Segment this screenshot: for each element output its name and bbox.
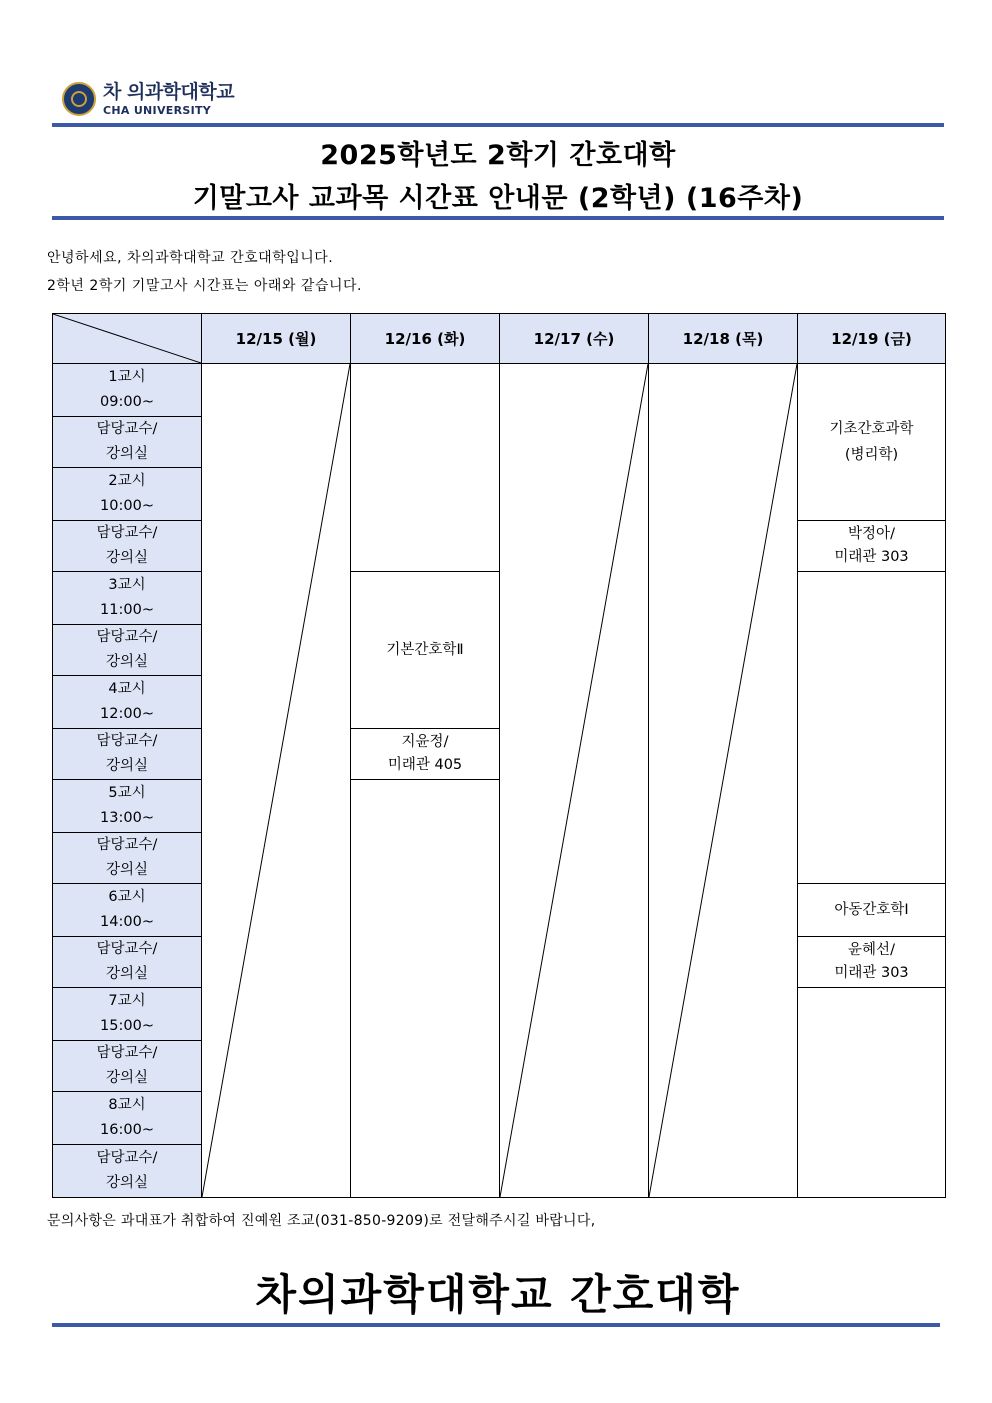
- exam-professor-room: 지윤정/ 미래관 405: [351, 729, 500, 780]
- period-label: 8교시 16:00~: [53, 1092, 202, 1145]
- prof-room-label: 담당교수/ 강의실: [53, 521, 202, 572]
- university-logo: [62, 82, 234, 116]
- empty-cell-tue: [351, 780, 500, 1198]
- logo-korean: 차 의과학대학교: [103, 80, 235, 103]
- empty-cell-tue: [351, 364, 500, 572]
- empty-cell-fri: [798, 988, 946, 1198]
- day-header: 12/15 (월): [202, 314, 351, 364]
- title-line1: 2025학년도 2학기 간호대학: [320, 140, 676, 171]
- intro-line2: 2학년 2학기 기말고사 시간표는 아래와 같습니다.: [47, 278, 362, 294]
- no-exam-mon: [202, 364, 351, 1198]
- bottom-rule: [52, 1323, 940, 1327]
- top-rule: [52, 123, 944, 127]
- exam-professor-room: 박정아/ 미래관 303: [798, 521, 946, 572]
- title-rule: [52, 216, 944, 220]
- school-name: 차의과학대학교 간호대학: [255, 1270, 741, 1319]
- prof-room-label: 담당교수/ 강의실: [53, 937, 202, 988]
- exam-professor-room: 윤혜선/ 미래관 303: [798, 937, 946, 988]
- day-header: 12/19 (금): [798, 314, 946, 364]
- exam-schedule-table: [52, 313, 946, 1198]
- prof-room-label: 담당교수/ 강의실: [53, 833, 202, 884]
- prof-room-label: 담당교수/ 강의실: [53, 1145, 202, 1198]
- title-line2: 기말고사 교과목 시간표 안내문 (2학년) (16주차): [192, 183, 804, 214]
- day-header: 12/18 (목): [649, 314, 798, 364]
- no-exam-wed: [500, 364, 649, 1198]
- corner-cell: [53, 314, 202, 364]
- period-label: 3교시 11:00~: [53, 572, 202, 625]
- period-label: 7교시 15:00~: [53, 988, 202, 1041]
- period-label: 6교시 14:00~: [53, 884, 202, 937]
- contact-note: 문의사항은 과대표가 취합하여 진예원 조교(031-850-9209)로 전달해주시길 바랍니다,: [47, 1213, 596, 1229]
- day-header: 12/16 (화): [351, 314, 500, 364]
- period-label: 5교시 13:00~: [53, 780, 202, 833]
- university-seal-icon: [62, 82, 96, 116]
- period-label: 2교시 10:00~: [53, 468, 202, 521]
- header-row: [53, 314, 946, 364]
- prof-room-label: 담당교수/ 강의실: [53, 417, 202, 468]
- period-label: 4교시 12:00~: [53, 676, 202, 729]
- intro-line1: 안녕하세요, 차의과학대학교 간호대학입니다.: [47, 250, 334, 266]
- period-label: 1교시 09:00~: [53, 364, 202, 417]
- prof-room-label: 담당교수/ 강의실: [53, 1041, 202, 1092]
- exam-subject: 기본간호학Ⅱ: [351, 572, 500, 729]
- logo-english: CHA UNIVERSITY: [103, 103, 212, 117]
- exam-subject: 아동간호학Ⅰ: [798, 884, 946, 937]
- day-header: 12/17 (수): [500, 314, 649, 364]
- empty-cell-fri: [798, 572, 946, 884]
- prof-room-label: 담당교수/ 강의실: [53, 625, 202, 676]
- prof-room-label: 담당교수/ 강의실: [53, 729, 202, 780]
- exam-subject: 기초간호과학 (병리학): [798, 364, 946, 521]
- no-exam-thu: [649, 364, 798, 1198]
